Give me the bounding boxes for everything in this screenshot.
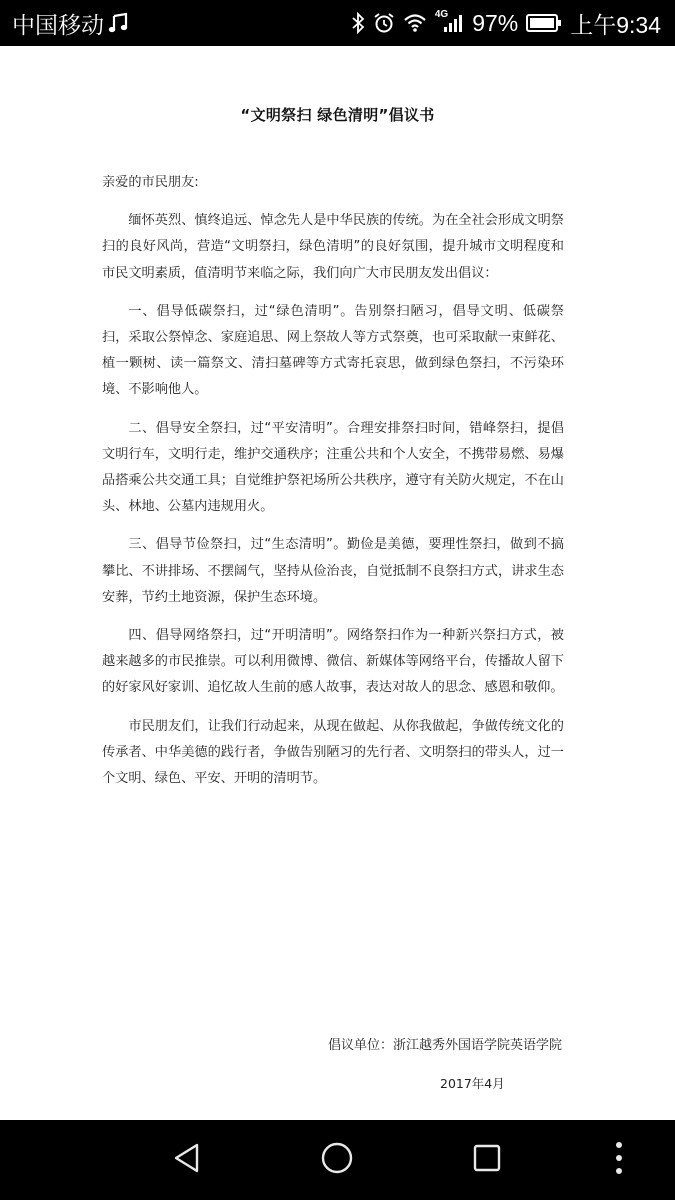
battery-icon	[526, 13, 562, 33]
back-icon	[172, 1142, 202, 1178]
signal-icon	[434, 9, 464, 33]
home-icon	[320, 1141, 354, 1179]
recents-button[interactable]	[469, 1142, 505, 1178]
document-body	[102, 170, 564, 804]
recents-icon	[472, 1143, 502, 1177]
back-button[interactable]	[169, 1142, 205, 1178]
document-page[interactable]	[0, 46, 675, 1120]
paragraph-safety: 二、倡导安全祭扫，过“平安清明”。合理安排祭扫时间，错峰祭扫，提倡文明行车，文明行走，维护交通秩序；注重公共和个人安全，不携带易燃、易爆品搭乘公共交通工具；自觉维护祭祀场所公共秩序，遵守有关防火规定，不在山头、林地、公墓内违规用火。	[102, 420, 564, 515]
status-bar	[0, 0, 675, 46]
signature: 倡议单位：浙江越秀外国语学院英语学院	[327, 1038, 562, 1053]
navigation-bar	[0, 1120, 675, 1200]
bluetooth-icon	[351, 12, 365, 34]
paragraph-closing: 市民朋友们，让我们行动起来，从现在做起、从你我做起，争做传统文化的传承者、中华美德的践行者，争做告别陋习的先行者、文明祭扫的带头人，过一个文明、绿色、平安、开明的清明节。	[102, 718, 564, 787]
status-bar-right	[351, 0, 661, 46]
wifi-icon	[403, 13, 427, 33]
salutation: 亲爱的市民朋友:	[102, 175, 199, 190]
paragraph-intro: 缅怀英烈、慎终追远、悼念先人是中华民族的传统。为在全社会形成文明祭扫的良好风尚，营造“文明祭扫，绿色清明”的良好氛围，提升城市文明程度和市民文明素质，值清明节来临之际，我们向广大市民朋友发出倡议：	[102, 213, 564, 281]
network-type: 4G	[434, 9, 449, 20]
alarm-icon	[373, 12, 395, 34]
paragraph-green: 一、倡导低碳祭扫，过“绿色清明”。告别祭扫陋习，倡导文明、低碳祭扫，采取公祭悼念、家庭追思、网上祭故人等方式祭奠，也可采取献一束鲜花、植一颗树、读一篇祭文、清扫墓碑等方式寄托哀思，做到绿色祭扫，不污染环境、不影响他人。	[102, 303, 564, 398]
carrier-name: 中国移动	[12, 11, 104, 38]
paragraph-online: 四、倡导网络祭扫，过“开明清明”。网络祭扫作为一种新兴祭扫方式，被越来越多的市民推崇。可以利用微博、微信、新媒体等网络平台，传播故人留下的好家风好家训、追忆故人生前的感人故事，表达对故人的思念、感恩和敬仰。	[102, 628, 564, 696]
document-date: 2017年4月	[440, 1076, 505, 1091]
battery-percent: 97%	[472, 9, 519, 36]
clock: 上午9:34	[570, 11, 661, 38]
status-bar-left	[12, 0, 130, 46]
paragraph-thrift: 三、倡导节俭祭扫，过“生态清明”。勤俭是美德，要理性祭扫，做到不搞攀比、不讲排场、不摆阔气，坚持从俭治丧，自觉抵制不良祭扫方式，讲求生态安葬，节约土地资源，保护生态环境。	[102, 537, 564, 605]
document-title: “文明祭扫 绿色清明”倡议书	[240, 106, 435, 124]
music-icon	[108, 12, 130, 34]
more-options-icon	[614, 1140, 624, 1180]
more-options-button[interactable]	[601, 1142, 637, 1178]
home-button[interactable]	[319, 1142, 355, 1178]
